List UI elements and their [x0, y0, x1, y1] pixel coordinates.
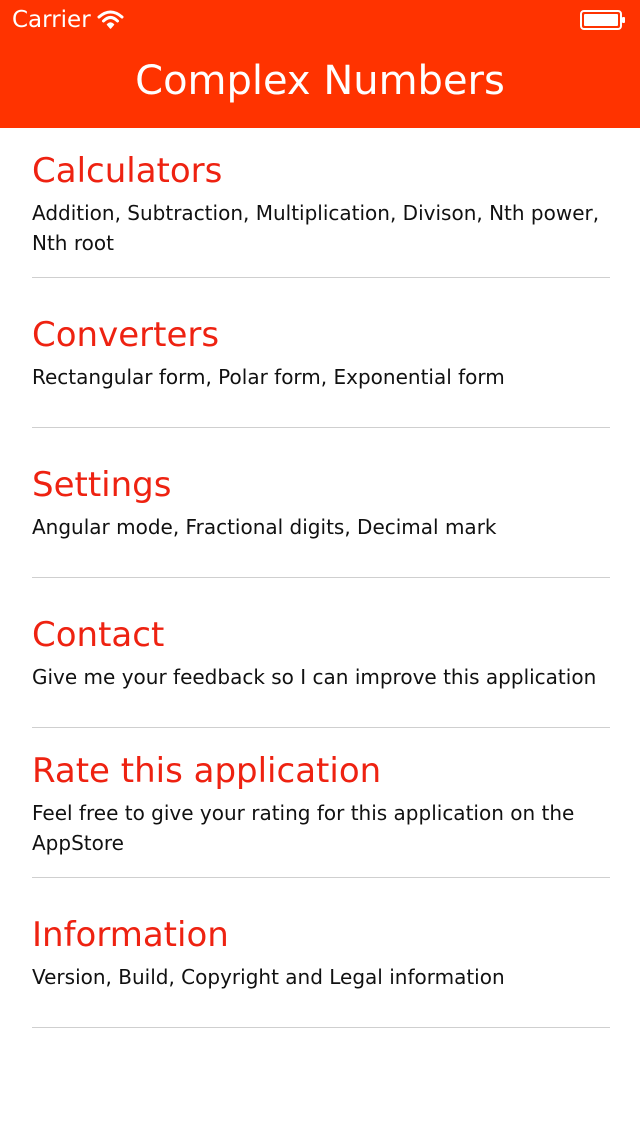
menu-item-subtitle: Feel free to give your rating for this application on the AppStore [32, 801, 575, 855]
menu-item-title: Contact [32, 615, 165, 655]
menu-item-title: Calculators [32, 151, 223, 191]
menu-item-subtitle: Version, Build, Copyright and Legal information [32, 965, 505, 989]
menu-item-title: Converters [32, 315, 220, 355]
menu-item-title: Rate this application [32, 751, 382, 791]
wifi-icon [97, 9, 124, 30]
page-title: Complex Numbers [135, 58, 505, 104]
navigation-bar [0, 0, 640, 128]
menu-item-calculators[interactable] [32, 128, 610, 278]
status-bar [0, 0, 640, 40]
menu-item-subtitle: Rectangular form, Polar form, Exponential form [32, 365, 505, 389]
menu-item-rate[interactable] [32, 728, 610, 878]
menu-item-information[interactable] [32, 878, 610, 1028]
menu-item-subtitle: Addition, Subtraction, Multiplication, Divison, Nth power, Nth root [32, 201, 600, 255]
menu-item-settings[interactable] [32, 428, 610, 578]
menu-item-subtitle: Angular mode, Fractional digits, Decimal mark [32, 515, 497, 539]
battery-icon [580, 10, 626, 30]
carrier-label: Carrier [12, 7, 91, 33]
menu-item-contact[interactable] [32, 578, 610, 728]
menu-item-title: Settings [32, 465, 172, 505]
menu-item-title: Information [32, 915, 229, 955]
menu-item-converters[interactable] [32, 278, 610, 428]
menu-item-subtitle: Give me your feedback so I can improve this application [32, 665, 597, 689]
